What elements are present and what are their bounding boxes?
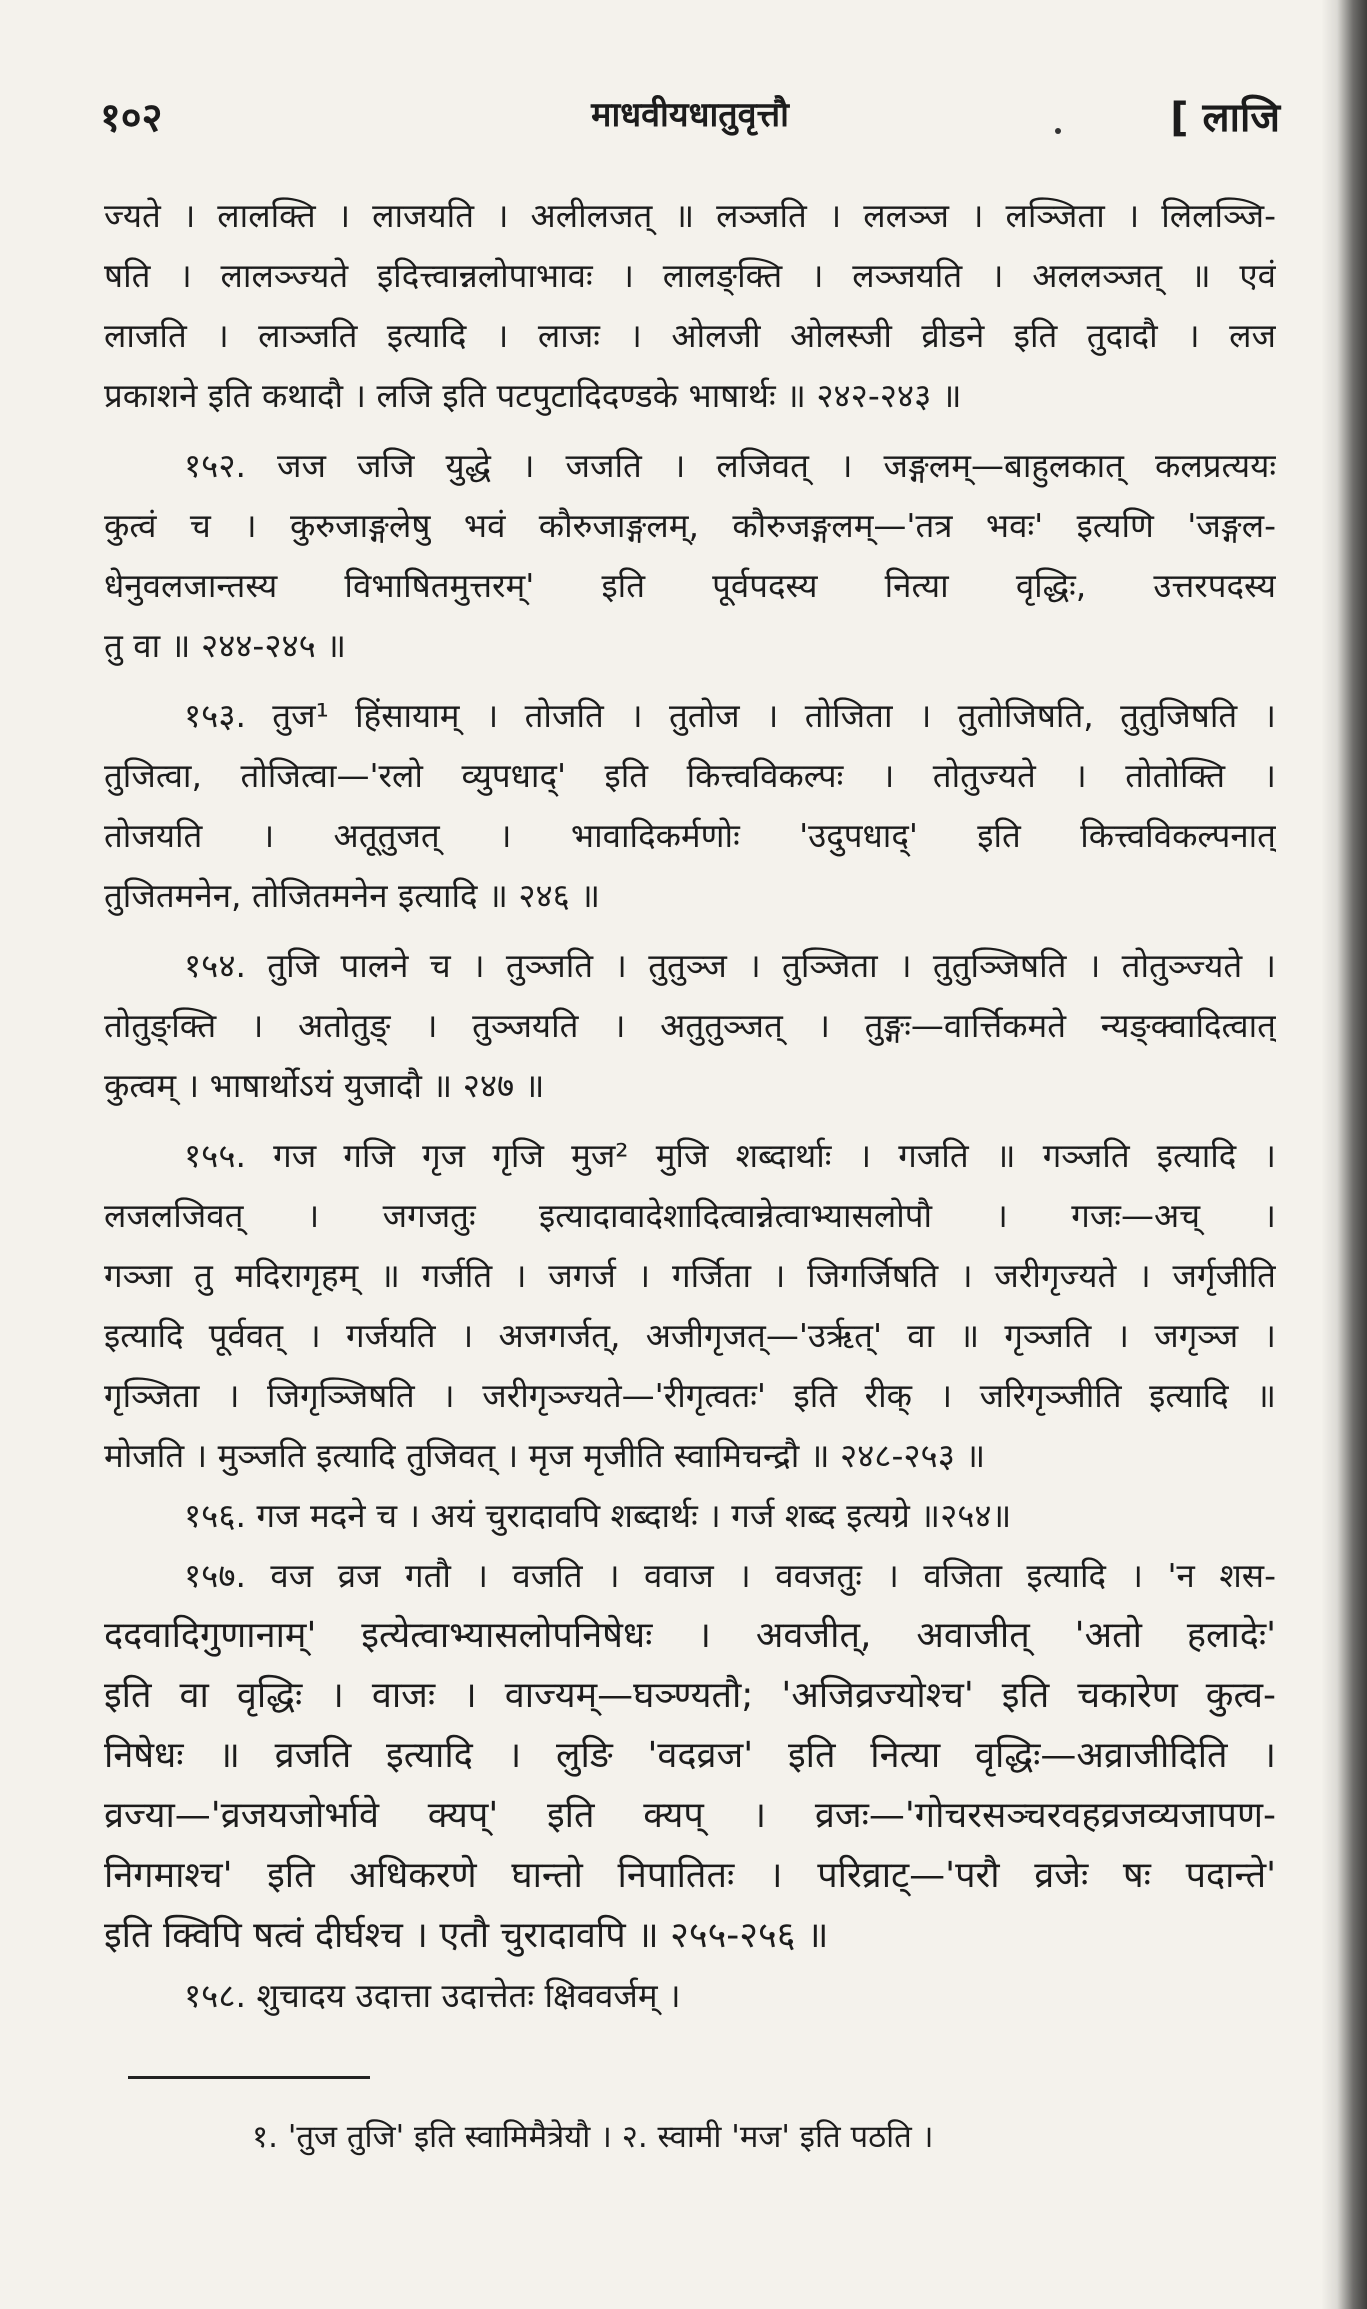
- body-text: [104, 186, 1276, 2026]
- entry-line: १५७. वज व्रज गतौ । वजति । ववाज । ववजतुः । वजिता इत्यादि । 'न शस-: [184, 1556, 1276, 1595]
- text-line: ददवादिगुणानाम्' इत्येत्वाभ्यासलोपनिषेधः । अवजीत्, अवाजीत् 'अतो हलादेः': [104, 1615, 1276, 1656]
- footnote: १. 'तुज तुजि' इति स्वामिमैत्रेयौ । २. स्वामी 'मज' इति पठति ।: [252, 2119, 934, 2155]
- text-line: गृञ्जिता । जिगृञ्जिषति । जरीगृञ्ज्यते—'रीगृत्वतः' इति रीक् । जरिगृञ्जीति इत्यादि ॥: [104, 1376, 1276, 1415]
- text-line: षति । लालञ्ज्यते इदित्त्वान्नलोपाभावः । लालङ्क्ति । लञ्जयति । अललञ्जत् ॥ एवं: [104, 256, 1276, 295]
- stray-dot: [1055, 128, 1061, 134]
- text-line: निगमाश्च' इति अधिकरणे घान्तो निपातितः । परिव्राट्—'परौ व्रजेः षः पदान्ते': [104, 1855, 1276, 1896]
- running-title: माधवीयधातुवृत्तौ: [591, 95, 789, 135]
- page-header: [100, 88, 1280, 148]
- entry-line: १५८. शुचादय उदात्ता उदात्तेतः क्षिववर्जम् ।: [184, 1976, 681, 2015]
- text-line: तु वा ॥ २४४-२४५ ॥: [104, 626, 347, 665]
- section-mark: [ लाजि: [1170, 95, 1280, 141]
- footnote-rule: [128, 2076, 370, 2079]
- text-line: व्रज्या—'व्रजयजोर्भावे क्यप्' इति क्यप् । व्रजः—'गोचरसञ्चरवहव्रजव्यजापण-: [104, 1795, 1276, 1836]
- entry-line: १५६. गज मदने च । अयं चुरादावपि शब्दार्थः । गर्ज शब्द इत्यग्रे ॥२५४॥: [184, 1496, 1012, 1535]
- text-line: निषेधः ॥ व्रजति इत्यादि । लुङि 'वदव्रज' इति नित्या वृद्धिः—अव्राजीदिति ।: [104, 1735, 1276, 1776]
- text-line: इत्यादि पूर्ववत् । गर्जयति । अजगर्जत्, अजीगृजत्—'उर्ऋत्' वा ॥ गृञ्जति । जगृञ्ज ।: [104, 1316, 1276, 1355]
- text-line: धेनुवलजान्तस्य विभाषितमुत्तरम्' इति पूर्वपदस्य नित्या वृद्धिः, उत्तरपदस्य: [104, 566, 1276, 605]
- text-line: इति वा वृद्धिः । वाजः । वाज्यम्—घञ्ण्यतौ; 'अजिव्रज्योश्च' इति चकारेण कुत्व-: [104, 1675, 1276, 1716]
- entry-line: १५२. जज जजि युद्धे । जजति । लजिवत् । जङ्गलम्—बाहुलकात् कलप्रत्ययः: [184, 446, 1276, 485]
- text-line: तोजयति । अतूतुजत् । भावादिकर्मणोः 'उदुपधाद्' इति कित्त्वविकल्पनात्: [104, 816, 1276, 855]
- text-line: तुजितमनेन, तोजितमनेन इत्यादि ॥ २४६ ॥: [104, 876, 601, 915]
- binding-shadow: [1321, 0, 1367, 2309]
- text-line: तोतुङ्क्ति । अतोतुङ् । तुञ्जयति । अतुतुञ्जत् । तुङ्गः—वार्त्तिकमते न्यङ्क्वादित्वात्: [104, 1006, 1276, 1045]
- entry-line: १५४. तुजि पालने च । तुञ्जति । तुतुञ्ज । तुञ्जिता । तुतुञ्जिषति । तोतुञ्ज्यते ।: [184, 946, 1276, 985]
- text-line: मोजति । मुञ्जति इत्यादि तुजिवत् । मृज मृजीति स्वामिचन्द्रौ ॥ २४८-२५३ ॥: [104, 1436, 986, 1475]
- text-line: कुत्वम् । भाषार्थोऽयं युजादौ ॥ २४७ ॥: [104, 1066, 545, 1105]
- text-line: प्रकाशने इति कथादौ । लजि इति पटपुटादिदण्डके भाषार्थः ॥ २४२-२४३ ॥: [104, 376, 962, 415]
- text-line: इति क्विपि षत्वं दीर्घश्च । एतौ चुरादावपि ॥ २५५-२५६ ॥: [104, 1915, 829, 1956]
- text-line: तुजित्वा, तोजित्वा—'रलो व्युपधाद्' इति कित्त्वविकल्पः । तोतुज्यते । तोतोक्ति ।: [104, 756, 1276, 795]
- entry-line: १५३. तुज¹ हिंसायाम् । तोजति । तुतोज । तोजिता । तुतोजिषति, तुतुजिषति ।: [184, 696, 1276, 735]
- text-line: गञ्जा तु मदिरागृहम् ॥ गर्जति । जगर्ज । गर्जिता । जिगर्जिषति । जरीगृज्यते । जर्गृजीति: [104, 1256, 1276, 1295]
- text-line: लजलजिवत् । जगजतुः इत्यादावादेशादित्वान्नेत्वाभ्यासलोपौ । गजः—अच् ।: [104, 1196, 1276, 1235]
- entry-line: १५५. गज गजि गृज गृजि मुज² मुजि शब्दार्थाः । गजति ॥ गञ्जति इत्यादि ।: [184, 1136, 1276, 1175]
- page-number: १०२: [100, 95, 163, 141]
- text-line: कुत्वं च । कुरुजाङ्गलेषु भवं कौरुजाङ्गलम्, कौरुजङ्गलम्—'तत्र भवः' इत्यणि 'जङ्गल-: [104, 506, 1276, 545]
- text-line: लाजति । लाञ्जति इत्यादि । लाजः । ओलजी ओलस्जी व्रीडने इति तुदादौ । लज: [104, 316, 1276, 355]
- text-line: ज्यते । लालक्ति । लाजयति । अलीलजत् ॥ लञ्जति । ललञ्ज । लञ्जिता । लिलञ्जि-: [104, 196, 1276, 235]
